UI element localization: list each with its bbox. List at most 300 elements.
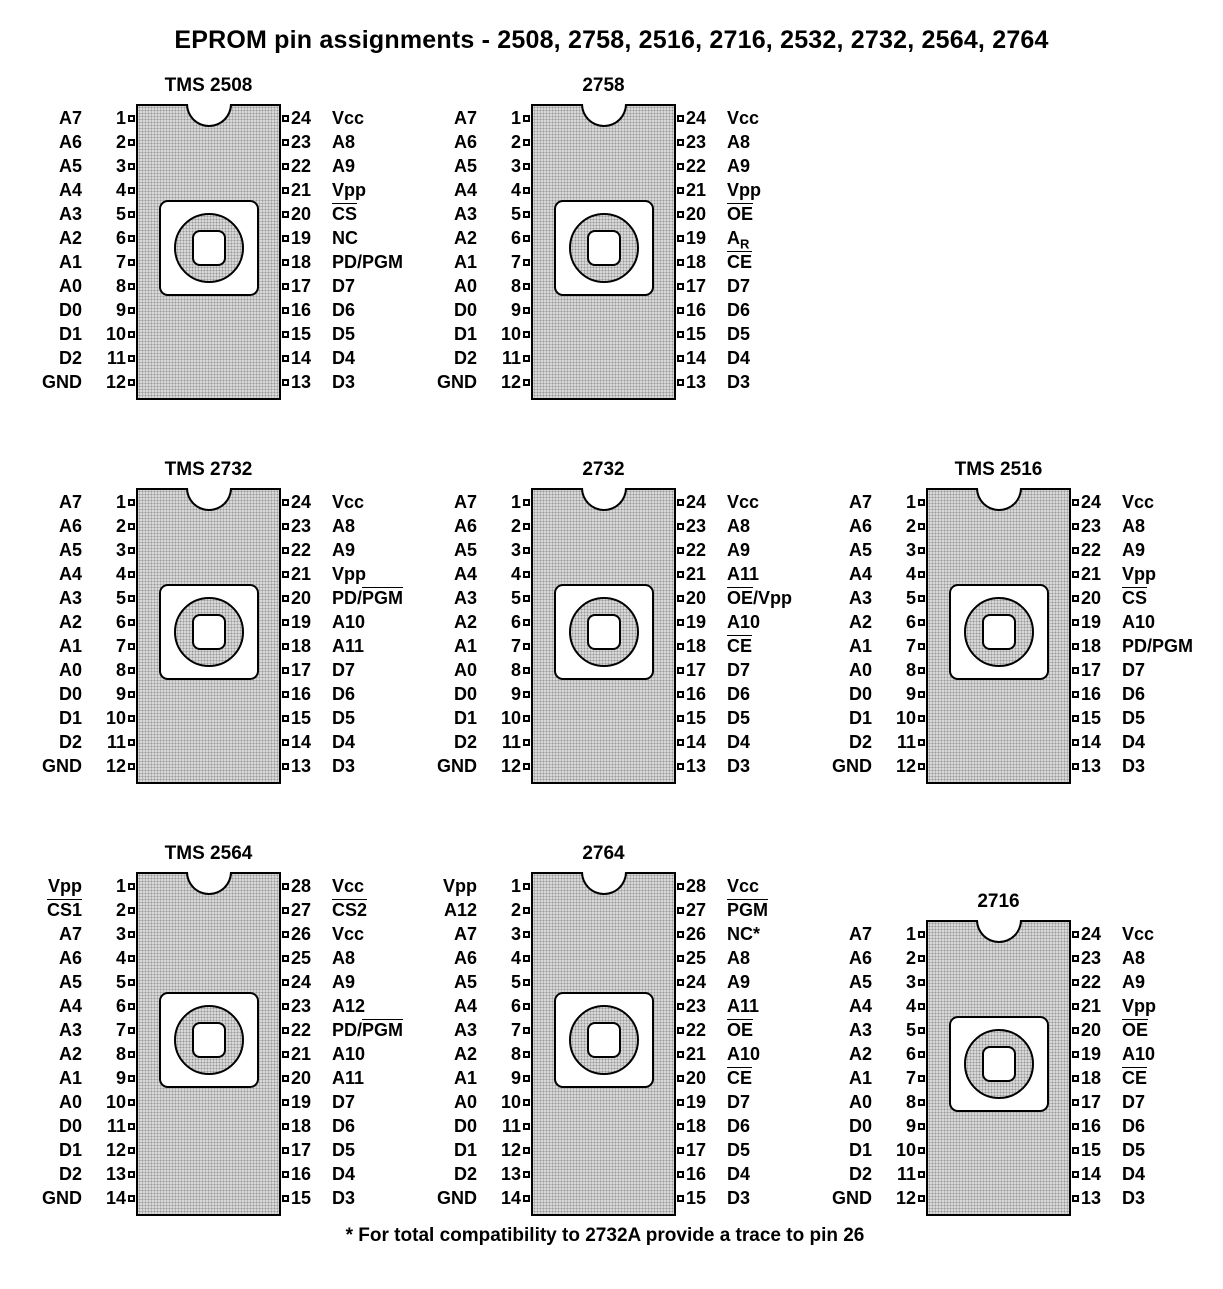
pin-number: 18	[291, 1116, 312, 1136]
pin-number: 1	[905, 924, 916, 944]
pin-number: 21	[686, 1044, 707, 1064]
pin-stub	[1072, 979, 1079, 986]
pin-label: NC*	[727, 924, 761, 944]
pin-number: 8	[115, 660, 126, 680]
pin-label: A8	[332, 516, 356, 536]
pin-label: A12	[443, 900, 477, 920]
pin-number: 23	[686, 516, 707, 536]
pin-number: 26	[686, 924, 707, 944]
pin-stub	[128, 667, 135, 674]
chip-body	[136, 104, 281, 400]
pin-label: $\overline{CE}$	[727, 252, 753, 272]
pin-stub	[282, 1075, 289, 1082]
pin-number: 7	[510, 1020, 521, 1040]
chip-body	[531, 104, 676, 400]
pin-number: 5	[905, 1020, 916, 1040]
pin-stub	[523, 643, 530, 650]
pin-stub	[282, 331, 289, 338]
pin-number: 11	[896, 1164, 916, 1184]
pin-stub	[677, 379, 684, 386]
pin-label: D2	[453, 1164, 477, 1184]
pin-number: 14	[1081, 732, 1102, 752]
pin-stub	[677, 1027, 684, 1034]
pin-label: Vpp	[443, 876, 477, 896]
pin-stub	[677, 307, 684, 314]
pin-stub	[918, 1195, 925, 1202]
pin-number: 12	[105, 756, 126, 776]
pin-label: A4	[58, 996, 82, 1016]
pin-number: 10	[500, 1092, 521, 1112]
pin-stub	[918, 763, 925, 770]
pin-label: $A_R$	[727, 228, 750, 252]
pin-label: D1	[453, 1140, 477, 1160]
pin-label: A0	[453, 276, 477, 296]
pin-number: 14	[1081, 1164, 1102, 1184]
pin-number: 7	[510, 636, 521, 656]
pin-label: D7	[727, 1092, 751, 1112]
pin-number: 20	[291, 1068, 312, 1088]
pin-number: 11	[501, 348, 521, 368]
pin-label: NC	[332, 228, 358, 248]
pin-label: Vcc	[332, 492, 365, 512]
pin-label: D2	[453, 348, 477, 368]
pin-label: Vpp	[1122, 996, 1156, 1016]
pin-label: A5	[453, 540, 477, 560]
pin-label: A7	[58, 492, 82, 512]
pin-number: 17	[291, 1140, 312, 1160]
die	[587, 1022, 621, 1058]
pin-label: D1	[58, 324, 82, 344]
pin-label: D4	[332, 348, 356, 368]
pin-label: D3	[727, 756, 751, 776]
pin-stub	[677, 595, 684, 602]
uv-window	[949, 1016, 1049, 1112]
pin-stub	[677, 715, 684, 722]
pin-number: 10	[500, 708, 521, 728]
pin-label: Vcc	[332, 108, 365, 128]
pin-number: 24	[291, 492, 312, 512]
chip-name: TMS 2516	[954, 459, 1043, 480]
pin-label: A8	[1122, 948, 1146, 968]
pin-stub	[282, 667, 289, 674]
pin-number: 19	[291, 612, 312, 632]
pin-stub	[128, 379, 135, 386]
pin-number: 19	[686, 1092, 707, 1112]
pin-number: 21	[291, 180, 312, 200]
pin-label: D4	[1122, 1164, 1146, 1184]
pin-label: PD/PGM	[1122, 636, 1194, 656]
pin-stub	[1072, 715, 1079, 722]
pin-stub	[677, 547, 684, 554]
pin-label: D3	[1122, 1188, 1146, 1208]
pin-number: 15	[686, 324, 707, 344]
pin-stub	[677, 163, 684, 170]
pin-stub	[523, 499, 530, 506]
uv-window-ring	[174, 1005, 244, 1075]
pin-label: A9	[727, 156, 751, 176]
pin-label: GND	[42, 1188, 82, 1208]
pin-number: 2	[510, 132, 521, 152]
pin-label: D1	[453, 324, 477, 344]
pin-label: Vcc	[332, 924, 365, 944]
pin-number: 28	[291, 876, 312, 896]
pin-number: 22	[291, 1020, 312, 1040]
pin-stub	[677, 763, 684, 770]
pin-number: 19	[686, 612, 707, 632]
pin-stub	[1072, 1195, 1079, 1202]
pin-label: D0	[453, 300, 477, 320]
pin-label: A0	[453, 1092, 477, 1112]
pin-label: $\overline{OE}$	[727, 1020, 754, 1040]
pin-number: 24	[686, 972, 707, 992]
pin-label: Vcc	[332, 876, 365, 896]
pin-stub	[677, 259, 684, 266]
pin-stub	[128, 187, 135, 194]
pin-label: A0	[58, 1092, 82, 1112]
pin-stub	[523, 547, 530, 554]
pin-stub	[282, 379, 289, 386]
pin-stub	[523, 1123, 530, 1130]
pin-number: 11	[501, 732, 521, 752]
pin-stub	[282, 307, 289, 314]
pin-number: 10	[105, 1092, 126, 1112]
pin-stub	[282, 1171, 289, 1178]
pin-number: 14	[686, 732, 707, 752]
pin-label: A2	[453, 1044, 477, 1064]
pin-label: GND	[437, 372, 477, 392]
pin-stub	[1072, 1099, 1079, 1106]
pin-stub	[1072, 1003, 1079, 1010]
pin-number: 8	[510, 660, 521, 680]
pin-number: 11	[106, 732, 126, 752]
pin-stub	[677, 955, 684, 962]
pin-stub	[1072, 955, 1079, 962]
pin-number: 4	[115, 948, 126, 968]
pin-label: A7	[453, 924, 477, 944]
pin-number: 4	[115, 564, 126, 584]
pin-label: A0	[848, 1092, 872, 1112]
pin-number: 16	[291, 300, 312, 320]
pin-stub	[677, 523, 684, 530]
pin-stub	[128, 547, 135, 554]
die	[587, 230, 621, 266]
pin-number: 9	[115, 684, 126, 704]
pin-stub	[523, 883, 530, 890]
pin-stub	[128, 955, 135, 962]
die	[587, 614, 621, 650]
pin-number: 24	[686, 108, 707, 128]
pin-number: 19	[1081, 1044, 1102, 1064]
pin-stub	[128, 1003, 135, 1010]
pin-stub	[523, 139, 530, 146]
chip-name: 2716	[977, 891, 1020, 912]
pin-stub	[282, 523, 289, 530]
pin-label: Vpp	[48, 876, 82, 896]
pin-stub	[523, 307, 530, 314]
pin-stub	[523, 283, 530, 290]
pin-number: 5	[510, 588, 521, 608]
pin-stub	[128, 883, 135, 890]
pin-number: 6	[905, 612, 916, 632]
pin-label: GND	[437, 1188, 477, 1208]
uv-window-ring	[174, 597, 244, 667]
pin-label: D0	[58, 684, 82, 704]
uv-window	[554, 992, 654, 1088]
die	[982, 614, 1016, 650]
pin-number: 24	[686, 492, 707, 512]
pin-label: D4	[332, 1164, 356, 1184]
pin-stub	[918, 619, 925, 626]
pin-number: 4	[905, 996, 916, 1016]
pin-stub	[282, 715, 289, 722]
pin-number: 6	[115, 612, 126, 632]
pin-label: D5	[727, 1140, 751, 1160]
pin-stub	[523, 571, 530, 578]
pin-label: A6	[848, 516, 872, 536]
pin-label: $\overline{OE}$	[727, 204, 754, 224]
pin-label: D7	[727, 660, 751, 680]
pin-number: 6	[510, 996, 521, 1016]
pin-number: 8	[510, 1044, 521, 1064]
pin-number: 2	[115, 900, 126, 920]
pin-label: A2	[58, 612, 82, 632]
pin-number: 23	[686, 996, 707, 1016]
pin-label: A11	[727, 996, 760, 1016]
pin-stub	[677, 571, 684, 578]
pin-label: A2	[58, 228, 82, 248]
pin-stub	[918, 691, 925, 698]
pin-label: D0	[848, 684, 872, 704]
pin-stub	[282, 355, 289, 362]
pin-label: GND	[437, 756, 477, 776]
pin-number: 23	[686, 132, 707, 152]
pin-number: 8	[510, 276, 521, 296]
pin-stub	[677, 235, 684, 242]
pin-number: 13	[291, 372, 312, 392]
pin-stub	[282, 547, 289, 554]
pin-label: A11	[332, 1068, 365, 1088]
pin-number: 3	[510, 924, 521, 944]
pin-number: 24	[291, 972, 312, 992]
pin-number: 6	[115, 996, 126, 1016]
pin-stub	[677, 139, 684, 146]
pin-label: D7	[1122, 660, 1146, 680]
pin-stub	[523, 619, 530, 626]
pin-stub	[282, 595, 289, 602]
pin-number: 12	[500, 1140, 521, 1160]
pin-label: D0	[848, 1116, 872, 1136]
pin-number: 14	[500, 1188, 521, 1208]
pin-number: 8	[905, 1092, 916, 1112]
pin-label: A11	[727, 564, 760, 584]
pin-stub	[128, 619, 135, 626]
pin-number: 5	[115, 972, 126, 992]
pin-label: Vcc	[1122, 492, 1155, 512]
chip-notch	[581, 488, 627, 511]
pin-label: A4	[58, 564, 82, 584]
pin-number: 18	[291, 636, 312, 656]
pin-label: A0	[58, 660, 82, 680]
pin-stub	[128, 1051, 135, 1058]
pin-number: 5	[510, 972, 521, 992]
pin-stub	[282, 691, 289, 698]
pin-stub	[918, 979, 925, 986]
pin-stub	[128, 523, 135, 530]
pin-stub	[128, 211, 135, 218]
pin-stub	[677, 643, 684, 650]
pin-stub	[282, 235, 289, 242]
pin-stub	[523, 763, 530, 770]
pin-label: D5	[727, 324, 751, 344]
pin-label: A7	[453, 108, 477, 128]
pin-label: Vcc	[1122, 924, 1155, 944]
pin-label: A7	[848, 924, 872, 944]
pin-label: D4	[727, 732, 751, 752]
pin-label: Vcc	[727, 492, 760, 512]
pin-label: A10	[727, 1044, 761, 1064]
pin-label: D0	[453, 684, 477, 704]
pin-label: A10	[1122, 612, 1156, 632]
pin-label: D3	[332, 1188, 356, 1208]
pin-label: A6	[453, 132, 477, 152]
pin-label: A6	[58, 516, 82, 536]
pin-stub	[282, 211, 289, 218]
pin-number: 19	[1081, 612, 1102, 632]
pin-number: 2	[510, 900, 521, 920]
pin-number: 18	[686, 636, 707, 656]
pin-label: A3	[453, 204, 477, 224]
pin-number: 5	[510, 204, 521, 224]
pin-stub	[918, 1075, 925, 1082]
pin-number: 17	[1081, 660, 1102, 680]
pin-stub	[282, 163, 289, 170]
pin-stub	[1072, 1027, 1079, 1034]
pin-label: A0	[453, 660, 477, 680]
pin-number: 3	[905, 972, 916, 992]
pin-number: 12	[500, 372, 521, 392]
pin-number: 3	[115, 540, 126, 560]
pin-stub	[523, 115, 530, 122]
pin-label: D3	[727, 372, 751, 392]
pin-number: 20	[686, 588, 707, 608]
pin-label: D5	[727, 708, 751, 728]
pin-number: 10	[895, 708, 916, 728]
pin-stub	[128, 715, 135, 722]
pin-stub	[282, 931, 289, 938]
pin-label: D2	[58, 348, 82, 368]
uv-window-ring	[569, 213, 639, 283]
pin-label: A9	[1122, 540, 1146, 560]
pin-number: 4	[510, 948, 521, 968]
pin-label: D3	[332, 756, 356, 776]
pin-stub	[918, 1171, 925, 1178]
pin-stub	[523, 235, 530, 242]
pin-label: A3	[453, 588, 477, 608]
pin-label: D5	[332, 324, 356, 344]
pin-number: 6	[510, 228, 521, 248]
pin-number: 17	[686, 276, 707, 296]
pin-label: A3	[848, 1020, 872, 1040]
pin-number: 6	[905, 1044, 916, 1064]
pin-label: A2	[453, 612, 477, 632]
pin-label: CS1	[46, 900, 82, 920]
pin-label: D6	[332, 684, 356, 704]
pin-stub	[677, 979, 684, 986]
pin-stub	[523, 907, 530, 914]
chip-notch	[976, 920, 1022, 943]
chip-name: TMS 2508	[164, 75, 253, 96]
pin-number: 1	[115, 876, 126, 896]
pin-label: A2	[848, 1044, 872, 1064]
pin-number: 18	[1081, 636, 1102, 656]
pin-stub	[918, 523, 925, 530]
pin-stub	[918, 739, 925, 746]
pin-stub	[128, 1075, 135, 1082]
pin-stub	[523, 1171, 530, 1178]
pin-stub	[128, 139, 135, 146]
pin-label: A1	[453, 252, 477, 272]
pin-stub	[918, 1123, 925, 1130]
pin-stub	[282, 763, 289, 770]
pin-label: A1	[848, 636, 872, 656]
pin-number: 7	[115, 252, 126, 272]
pin-label: $\overline{OE}$	[1122, 1020, 1149, 1040]
uv-window	[554, 584, 654, 680]
pin-number: 12	[500, 756, 521, 776]
pin-number: 13	[291, 756, 312, 776]
pin-label: D3	[1122, 756, 1146, 776]
pin-stub	[1072, 1171, 1079, 1178]
pin-stub	[128, 691, 135, 698]
pin-number: 9	[905, 684, 916, 704]
chip-body	[136, 488, 281, 784]
pin-number: 9	[115, 300, 126, 320]
pin-stub	[128, 331, 135, 338]
pin-label: D3	[332, 372, 356, 392]
pin-stub	[677, 187, 684, 194]
pin-stub	[677, 883, 684, 890]
pin-number: 8	[115, 276, 126, 296]
chip-body	[531, 872, 676, 1216]
pin-number: 14	[291, 732, 312, 752]
pin-number: 17	[291, 660, 312, 680]
pin-stub	[918, 955, 925, 962]
pin-label: GND	[42, 756, 82, 776]
pin-number: 23	[1081, 516, 1102, 536]
pin-label: D1	[58, 708, 82, 728]
pin-label: Vpp	[332, 180, 366, 200]
pin-stub	[677, 499, 684, 506]
pin-stub	[523, 715, 530, 722]
pin-label: $\overline{CE}$	[1122, 1068, 1148, 1088]
pin-stub	[677, 1051, 684, 1058]
pin-stub	[128, 1027, 135, 1034]
pin-label: A4	[453, 996, 477, 1016]
pin-number: 22	[686, 540, 707, 560]
pin-label: A3	[58, 1020, 82, 1040]
pin-stub	[282, 1099, 289, 1106]
pin-number: 21	[686, 180, 707, 200]
pin-number: 21	[1081, 996, 1102, 1016]
pin-number: 22	[1081, 540, 1102, 560]
pin-label: A6	[848, 948, 872, 968]
pin-label: GND	[832, 756, 872, 776]
pin-label: A4	[58, 180, 82, 200]
pin-stub	[918, 643, 925, 650]
pin-number: 4	[115, 180, 126, 200]
pin-number: 12	[895, 756, 916, 776]
pin-label: D0	[58, 1116, 82, 1136]
